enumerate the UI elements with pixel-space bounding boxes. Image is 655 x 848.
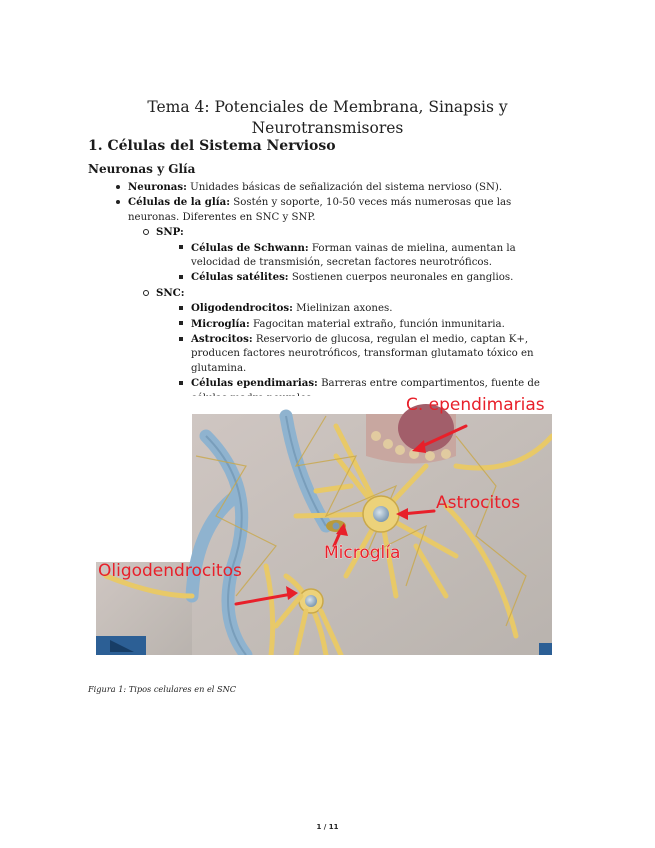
term-schwann: Células de Schwann: <box>191 241 309 254</box>
section-heading: 1. Células del Sistema Nervioso <box>88 138 336 154</box>
next-slide-icon <box>539 643 552 655</box>
text-neuronas: Unidades básicas de señalización del sistema nervioso (SN). <box>186 182 503 193</box>
text-astro: Reservorio de glucosa, regulan el medio, captan K+, producen factores neurotróficos, transforman glutamato tóxico en glutamina. <box>191 334 534 374</box>
page-number: 1 / 11 <box>316 823 339 831</box>
label-snp: SNP: <box>156 226 184 239</box>
term-oligo: Oligodendrocitos: <box>191 302 293 315</box>
glia-sublist <box>156 225 558 406</box>
snc-sublist <box>191 301 558 406</box>
text-microglia: Fagocitan material extraño, función inmunitaria. <box>249 318 505 330</box>
term-astro: Astrocitos: <box>191 333 253 346</box>
term-microglia: Microglía: <box>191 317 250 330</box>
term-ependim: Células ependimarias: <box>191 377 318 390</box>
term-glia: Células de la glía: <box>128 196 231 209</box>
label-astrocitos: Astrocitos <box>436 493 521 513</box>
list-item-microglia <box>191 317 558 332</box>
title-line-1: Tema 4: Potenciales de Membrana, Sinapsis y <box>147 98 508 116</box>
list-item-astro <box>191 332 558 376</box>
subsection-heading: Neuronas y Glía <box>88 162 196 176</box>
text-oligo: Mielinizan axones. <box>292 303 393 315</box>
label-ependimarias: C. ependimarias <box>406 396 545 415</box>
term-neuronas: Neuronas: <box>128 181 187 193</box>
text-schwann: Forman vainas de mielina, aumentan la velocidad de transmisión, secretan factores neurotróficos. <box>191 242 516 269</box>
snp-sublist <box>191 241 558 286</box>
list-item-schwann <box>191 241 558 271</box>
page-title <box>90 97 565 139</box>
title-line-2: Neurotransmisores <box>251 119 404 137</box>
label-microglia: Microglía <box>324 543 401 563</box>
main-list <box>128 180 558 406</box>
label-oligodendrocitos: Oligodendrocitos <box>98 561 242 581</box>
text-satelites: Sostienen cuerpos neuronales en ganglios. <box>288 272 514 284</box>
prev-slide-icon <box>96 636 146 655</box>
text-glia: Sostén y soporte, 10-50 veces más numerosas que las neuronas. Diferentes en SNC y SNP. <box>128 197 512 223</box>
list-item-oligo <box>191 301 558 316</box>
term-satelites: Células satélites: <box>191 271 289 284</box>
list-item-snp <box>156 225 558 286</box>
glial-cells-figure <box>96 396 552 655</box>
text-ependim: Barreras entre compartimentos, fuente de <box>321 378 540 390</box>
list-item-glia <box>128 195 558 406</box>
list-item-neuronas <box>128 180 558 195</box>
figure-caption: Figura 1: Tipos celulares en el SNC <box>88 684 237 694</box>
list-item-satelites <box>191 270 558 285</box>
label-snc: SNC: <box>156 286 185 299</box>
list-item-snc <box>156 286 558 406</box>
